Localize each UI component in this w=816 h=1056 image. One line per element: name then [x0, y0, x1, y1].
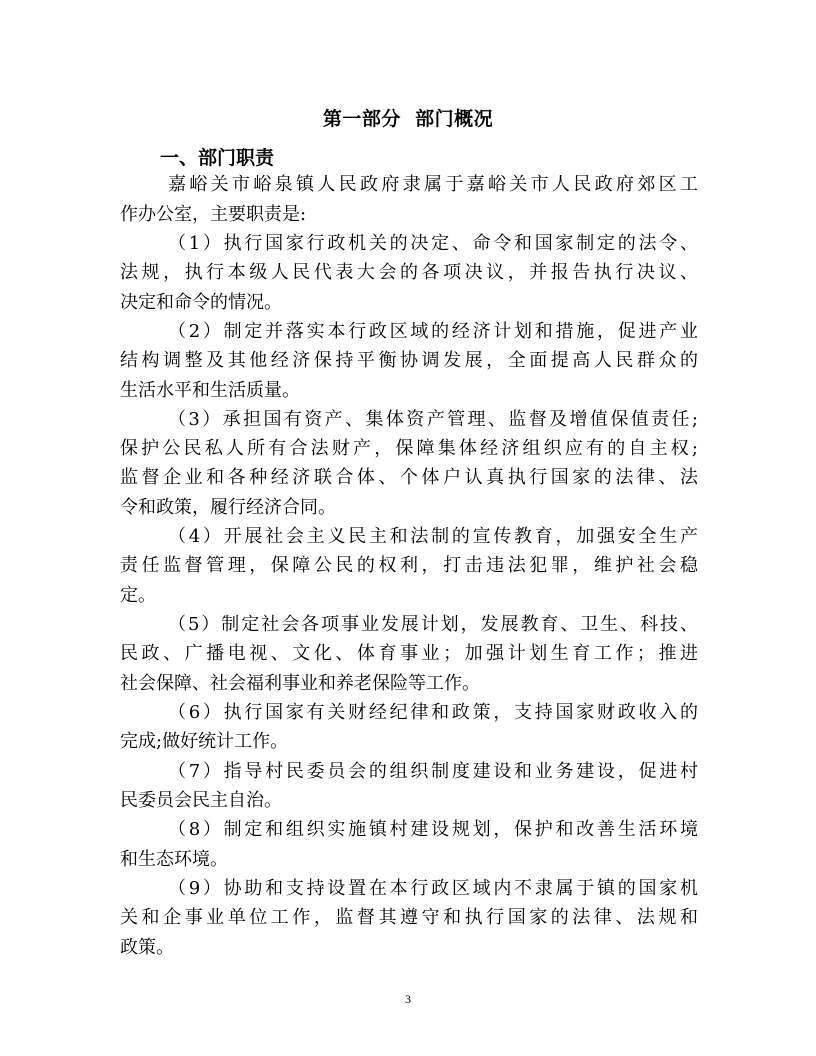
text-line: 作办公室，主要职责是:	[120, 204, 307, 225]
text-line: 法规，执行本级人民代表大会的各项决议，并报告执行决议、	[120, 262, 698, 283]
text-line: 完成;做好统计工作。	[120, 731, 289, 752]
text-line: 结构调整及其他经济保持平衡协调发展，全面提高人民群众的	[120, 350, 698, 371]
text-line: 政策。	[120, 937, 174, 958]
text-line: 令和政策，履行经济合同。	[120, 497, 336, 518]
text-line: （6）执行国家有关财经纪律和政策，支持国家财政收入的	[168, 702, 698, 723]
text-line: 生活水平和生活质量。	[120, 380, 300, 401]
text-line: 和生态环境。	[120, 849, 228, 870]
text-line: 定。	[120, 585, 156, 606]
section-heading: 一、部门职责	[160, 147, 275, 169]
text-line: 责任监督管理，保障公民的权利，打击违法犯罪，维护社会稳	[120, 555, 698, 576]
text-line: 民政、广播电视、文化、体育事业；加强计划生育工作；推进	[120, 643, 698, 664]
text-line: （2）制定并落实本行政区域的经济计划和措施，促进产业	[168, 321, 698, 342]
text-line: （5）制定社会各项事业发展计划，发展教育、卫生、科技、	[168, 614, 698, 635]
text-line: （9）协助和支持设置在本行政区域内不隶属于镇的国家机	[168, 878, 698, 899]
text-line: （4）开展社会主义民主和法制的宣传教育，加强安全生产	[168, 526, 698, 547]
text-line: （8）制定和组织实施镇村建设规划，保护和改善生活环境	[168, 819, 698, 840]
text-line: 嘉峪关市峪泉镇人民政府隶属于嘉峪关市人民政府郊区工	[168, 174, 698, 195]
text-line: 保护公民私人所有合法财产，保障集体经济组织应有的自主权;	[120, 438, 698, 459]
text-line: （3）承担国有资产、集体资产管理、监督及增值保值责任;	[168, 409, 698, 430]
page-number: 3	[405, 992, 411, 1006]
text-line: 关和企事业单位工作，监督其遵守和执行国家的法律、法规和	[120, 907, 698, 928]
text-line: 决定和命令的情况。	[120, 292, 282, 313]
text-line: 民委员会民主自治。	[120, 790, 282, 811]
text-line: 监督企业和各种经济联合体、个体户认真执行国家的法律、法	[120, 467, 698, 488]
text-line: （7）指导村民委员会的组织制度建设和业务建设，促进村	[168, 761, 698, 782]
text-line: 社会保障、社会福利事业和养老保险等工作。	[120, 673, 480, 694]
page-title: 第一部分 部门概况	[322, 108, 494, 130]
text-line: （1）执行国家行政机关的决定、命令和国家制定的法令、	[168, 233, 698, 254]
